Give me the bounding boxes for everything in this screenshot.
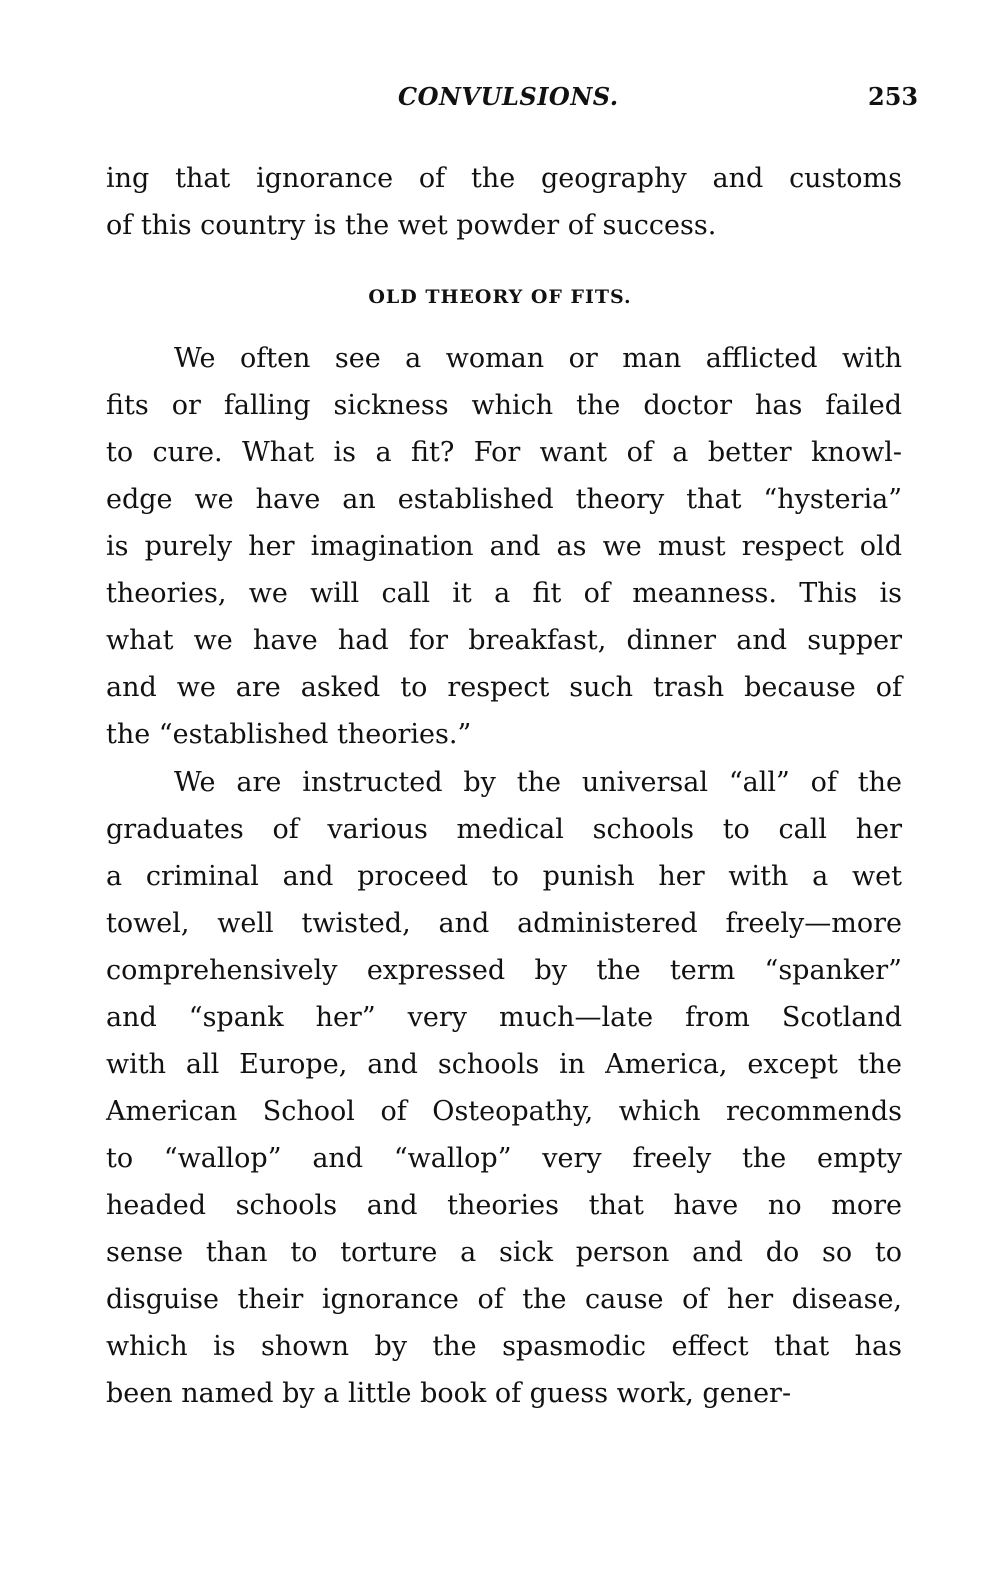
paragraph-old-theory [106, 335, 902, 758]
paragraph-instructed [106, 759, 902, 1417]
text-line: edge we have an established theory that “hysteria” [106, 484, 902, 515]
text-line: sense than to torture a sick person and do so to [106, 1237, 902, 1268]
text-line: been named by a little book of guess work, gener- [106, 1378, 792, 1409]
running-title: CONVULSIONS. [398, 82, 619, 111]
text-line: of this country is the wet powder of success. [106, 210, 717, 241]
text-line: We often see a woman or man afflicted with [174, 343, 902, 374]
text-line: the “established theories.” [106, 719, 472, 750]
text-line: what we have had for breakfast, dinner and supper [106, 625, 902, 656]
text-line: We are instructed by the universal “all” of the [174, 767, 902, 798]
text-line: and we are asked to respect such trash because of [106, 672, 902, 703]
text-line: graduates of various medical schools to call her [106, 814, 902, 845]
text-line: headed schools and theories that have no more [106, 1190, 902, 1221]
text-line: disguise their ignorance of the cause of her disease, [106, 1284, 902, 1315]
text-line: and “spank her” very much—late from Scotland [106, 1002, 902, 1033]
text-line: theories, we will call it a fit of meanness. This is [106, 578, 902, 609]
page-number: 253 [868, 82, 919, 111]
text-line: to cure. What is a fit? For want of a better knowl- [106, 437, 902, 468]
text-line: comprehensively expressed by the term “spanker” [106, 955, 902, 986]
text-line: towel, well twisted, and administered freely—more [106, 908, 902, 939]
text-line: American School of Osteopathy, which recommends [106, 1096, 902, 1127]
text-line: to “wallop” and “wallop” very freely the empty [106, 1143, 902, 1174]
text-line: with all Europe, and schools in America, except the [106, 1049, 902, 1080]
text-line: fits or falling sickness which the doctor has failed [106, 390, 902, 421]
text-line: which is shown by the spasmodic effect that has [106, 1331, 902, 1362]
paragraph-continuation [106, 155, 902, 249]
text-line: a criminal and proceed to punish her with a wet [106, 861, 902, 892]
text-line: is purely her imagination and as we must respect old [106, 531, 902, 562]
section-heading: OLD THEORY OF FITS. [368, 286, 632, 308]
text-line: ing that ignorance of the geography and customs [106, 163, 902, 194]
